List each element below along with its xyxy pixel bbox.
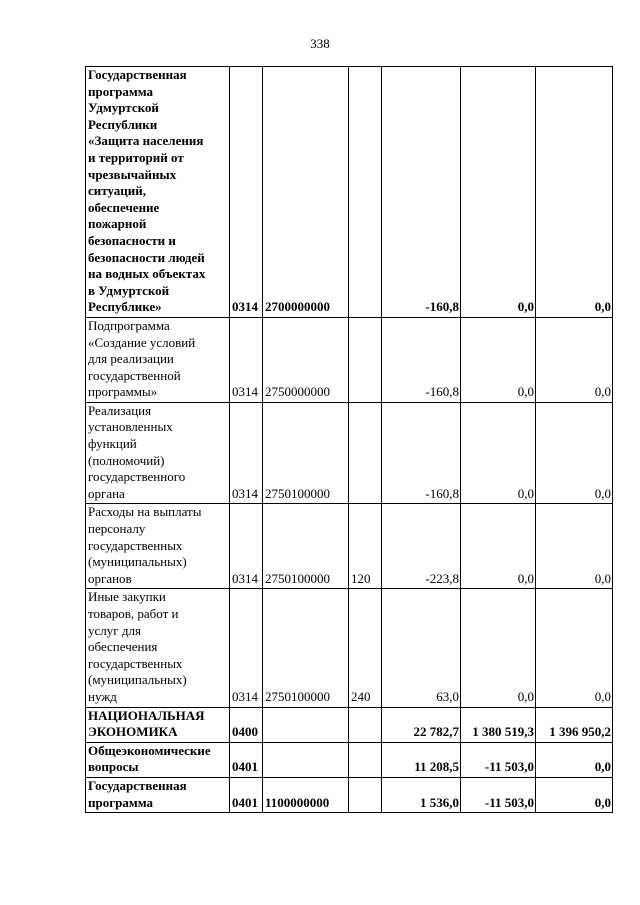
table-row: [86, 317, 613, 402]
target-article-cell: 2750100000: [263, 402, 349, 504]
expense-type-cell: 120: [349, 504, 382, 589]
expense-type-cell: [349, 707, 382, 742]
amount-1-cell: 22 782,7: [382, 707, 461, 742]
section-code-cell: 0401: [230, 777, 263, 812]
amount-3-cell: 0,0: [536, 67, 613, 318]
amount-2-cell: -11 503,0: [461, 742, 536, 777]
table-row: [86, 742, 613, 777]
table-row: [86, 589, 613, 707]
target-article-cell: [263, 742, 349, 777]
section-code-cell: 0314: [230, 504, 263, 589]
expense-type-cell: [349, 777, 382, 812]
row-name-cell: Общеэкономические вопросы: [86, 742, 230, 777]
target-article-cell: 2750100000: [263, 504, 349, 589]
budget-table: [85, 66, 613, 813]
target-article-cell: [263, 707, 349, 742]
amount-1-cell: 1 536,0: [382, 777, 461, 812]
amount-3-cell: 1 396 950,2: [536, 707, 613, 742]
amount-2-cell: 0,0: [461, 504, 536, 589]
amount-1-cell: -160,8: [382, 402, 461, 504]
target-article-cell: 2750100000: [263, 589, 349, 707]
amount-2-cell: 0,0: [461, 402, 536, 504]
page-number: 338: [310, 36, 330, 51]
row-name-cell: Реализация установленных функций (полномочий) государственного органа: [86, 402, 230, 504]
section-code-cell: 0314: [230, 67, 263, 318]
table-row: [86, 707, 613, 742]
expense-type-cell: [349, 317, 382, 402]
amount-3-cell: 0,0: [536, 742, 613, 777]
amount-1-cell: 63,0: [382, 589, 461, 707]
expense-type-cell: [349, 67, 382, 318]
amount-3-cell: 0,0: [536, 777, 613, 812]
row-name-cell: НАЦИОНАЛЬНАЯ ЭКОНОМИКА: [86, 707, 230, 742]
amount-3-cell: 0,0: [536, 317, 613, 402]
amount-2-cell: 1 380 519,3: [461, 707, 536, 742]
table-row: [86, 504, 613, 589]
target-article-cell: 2750000000: [263, 317, 349, 402]
amount-1-cell: -223,8: [382, 504, 461, 589]
amount-2-cell: 0,0: [461, 67, 536, 318]
row-name-cell: Расходы на выплаты персоналу государственных (муниципальных) органов: [86, 504, 230, 589]
target-article-cell: 1100000000: [263, 777, 349, 812]
row-name-cell: Иные закупки товаров, работ и услуг для обеспечения государственных (муниципальных) нужд: [86, 589, 230, 707]
row-name-cell: Государственная программа: [86, 777, 230, 812]
section-code-cell: 0314: [230, 317, 263, 402]
amount-2-cell: 0,0: [461, 589, 536, 707]
table-row: [86, 777, 613, 812]
expense-type-cell: [349, 402, 382, 504]
section-code-cell: 0314: [230, 402, 263, 504]
amount-2-cell: 0,0: [461, 317, 536, 402]
target-article-cell: 2700000000: [263, 67, 349, 318]
amount-1-cell: 11 208,5: [382, 742, 461, 777]
row-name-cell: Подпрограмма «Создание условий для реализации государственной программы»: [86, 317, 230, 402]
section-code-cell: 0400: [230, 707, 263, 742]
amount-1-cell: -160,8: [382, 67, 461, 318]
amount-3-cell: 0,0: [536, 504, 613, 589]
row-name-cell: Государственная программа Удмуртской Республики «Защита населения и территорий от чрезвычайных ситуаций, обеспечение пожарной безопасности и безопасности людей на водных объектах в Удмуртской Республике»: [86, 67, 230, 318]
section-code-cell: 0314: [230, 589, 263, 707]
section-code-cell: 0401: [230, 742, 263, 777]
expense-type-cell: 240: [349, 589, 382, 707]
expense-type-cell: [349, 742, 382, 777]
amount-2-cell: -11 503,0: [461, 777, 536, 812]
amount-3-cell: 0,0: [536, 402, 613, 504]
table-row: [86, 67, 613, 318]
amount-3-cell: 0,0: [536, 589, 613, 707]
amount-1-cell: -160,8: [382, 317, 461, 402]
table-row: [86, 402, 613, 504]
